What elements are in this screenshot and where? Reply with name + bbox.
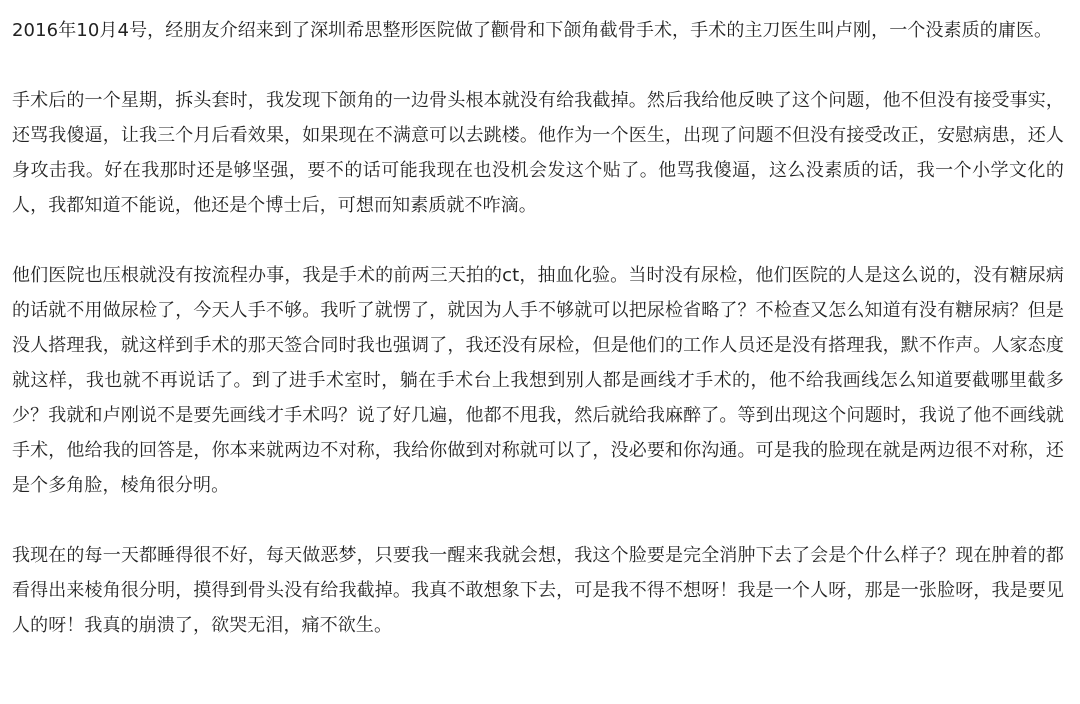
article-body: [12, 13, 1064, 643]
paragraph-surgery-intro: 2016年10月4号，经朋友介绍来到了深圳希思整形医院做了颧骨和下颌角截骨手术，手术的主刀医生叫卢刚，一个没素质的庸医。: [12, 20, 1053, 41]
paragraph-hospital-process: 他们医院也压根就没有按流程办事，我是手术的前两三天拍的ct，抽血化验。当时没有尿检，他们医院的人是这么说的，没有糖尿病的话就不用做尿检了，今天人手不够。我听了就愣了，就因为人手不够就可以把尿检省略了？不检查又怎么知道有没有糖尿病？但是没人搭理我，就这样到手术的那天签合同时我也强调了，我还没有尿检，但是他们的工作人员还是没有搭理我，默不作声。人家态度就这样，我也就不再说话了。到了进手术室时，躺在手术台上我想到别人都是画线才手术的，他不给我画线怎么知道要截哪里截多少？我就和卢刚说不是要先画线才手术吗？说了好几遍，他都不甩我，然后就给我麻醉了。等到出现这个问题时，我说了他不画线就手术，他给我的回答是，你本来就两边不对称，我给你做到对称就可以了，没必要和你沟通。可是我的脸现在就是两边很不对称，还是个多角脸，棱角很分明。: [12, 265, 1064, 496]
paragraph-current-state: 我现在的每一天都睡得很不好，每天做恶梦，只要我一醒来我就会想，我这个脸要是完全消肿下去了会是个什么样子？现在肿着的都看得出来棱角很分明，摸得到骨头没有给我截掉。我真不敢想象下去，可是我不得不想呀！我是一个人呀，那是一张脸呀，我是要见人的呀！我真的崩溃了，欲哭无泪，痛不欲生。: [12, 545, 1064, 636]
paragraph-after-surgery: 手术后的一个星期，拆头套时，我发现下颌角的一边骨头根本就没有给我截掉。然后我给他反映了这个问题，他不但没有接受事实，还骂我傻逼，让我三个月后看效果，如果现在不满意可以去跳楼。他作为一个医生，出现了问题不但没有接受改正，安慰病患，还人身攻击我。好在我那时还是够坚强，要不的话可能我现在也没机会发这个贴了。他骂我傻逼，这么没素质的话，我一个小学文化的人，我都知道不能说，他还是个博士后，可想而知素质就不咋滴。: [12, 90, 1064, 216]
